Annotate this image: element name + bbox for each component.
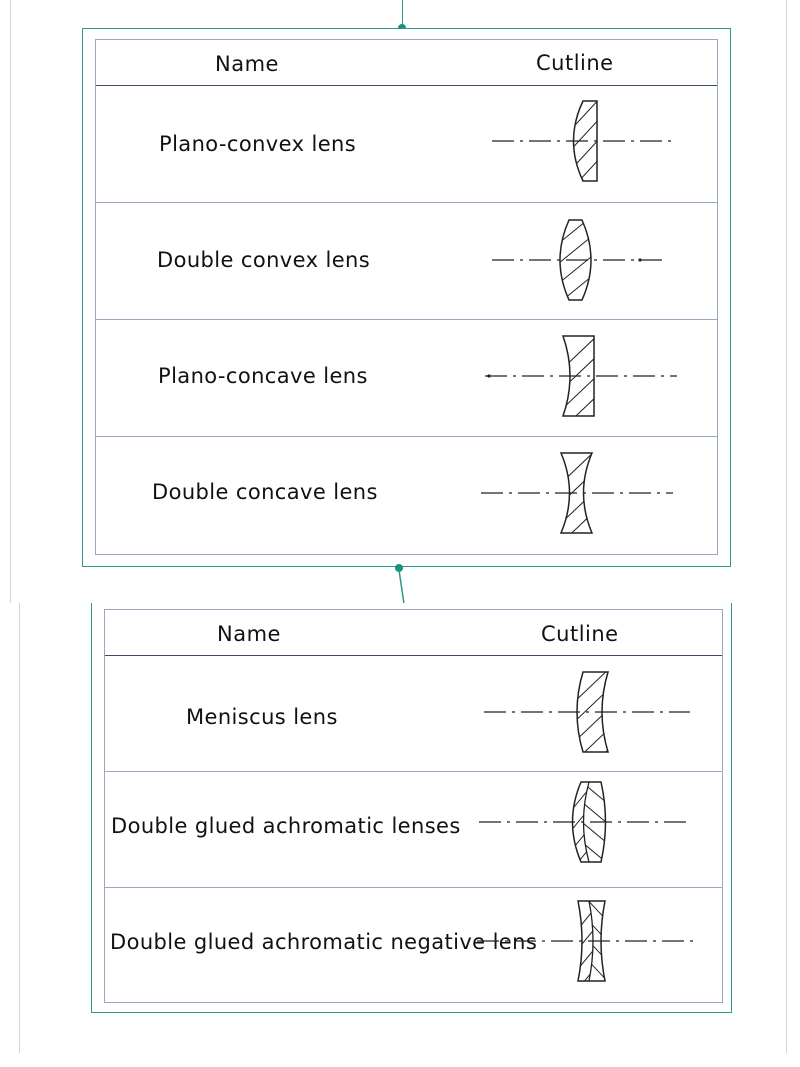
row-divider	[96, 319, 717, 320]
page-edge-left-lower	[19, 603, 20, 1053]
header-name: Name	[215, 52, 279, 76]
outer-frame-1	[82, 28, 731, 567]
row-name: Plano-convex lens	[159, 132, 357, 156]
page-edge-right	[786, 0, 787, 1053]
lens-table-1	[95, 39, 718, 555]
row-name: Meniscus lens	[186, 705, 338, 729]
doublet-achromatic-lens-icon	[473, 778, 698, 868]
row-divider	[105, 887, 722, 888]
row-name: Double glued achromatic lenses	[111, 814, 461, 838]
row-name: Double concave lens	[152, 480, 378, 504]
header-name: Name	[217, 622, 281, 646]
page-edge-left	[10, 0, 11, 603]
meniscus-lens-icon	[480, 666, 700, 766]
connector-line-middle	[396, 568, 408, 606]
negative-doublet-lens-icon	[475, 895, 700, 990]
row-name: Double convex lens	[157, 248, 371, 272]
row-name: Double glued achromatic negative lens	[110, 930, 538, 954]
row-name: Plano-concave lens	[158, 364, 368, 388]
row-divider	[96, 202, 717, 203]
outer-frame-2	[91, 603, 732, 1013]
double-concave-lens-icon	[481, 447, 681, 547]
header-cutline: Cutline	[541, 622, 619, 646]
connector-line-top	[402, 0, 403, 26]
header-rule	[96, 85, 717, 86]
plano-concave-lens-icon	[481, 330, 681, 430]
plano-convex-lens-icon	[486, 95, 686, 195]
row-divider	[105, 771, 722, 772]
lens-table-2	[104, 609, 723, 1003]
double-convex-lens-icon	[486, 212, 686, 312]
row-divider	[96, 436, 717, 437]
header-cutline: Cutline	[536, 51, 614, 75]
header-rule	[105, 655, 722, 656]
